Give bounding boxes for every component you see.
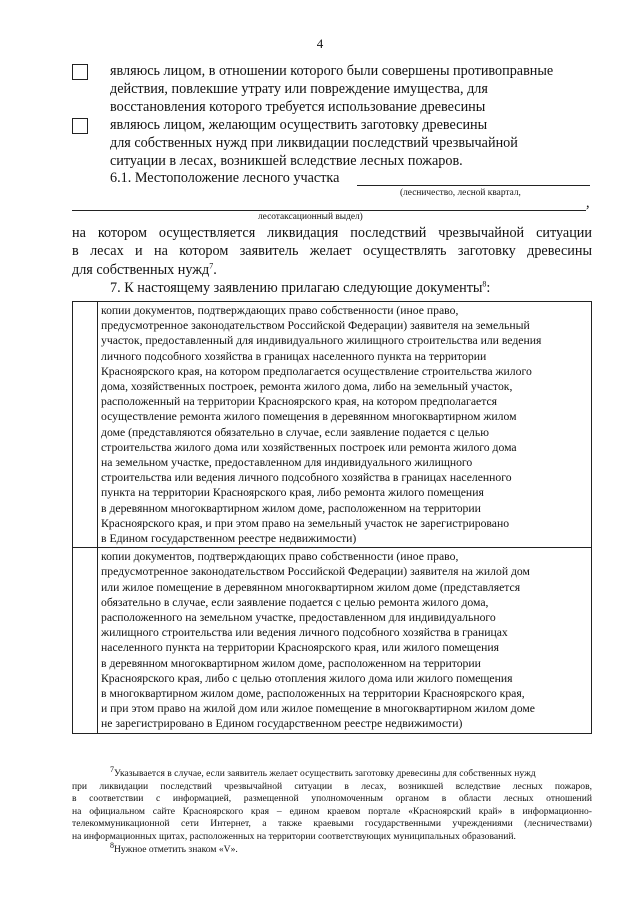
table-row <box>73 302 592 548</box>
footnotes: $^7$Указывается в случае, если заявитель желает осуществить заготовку древесины для собственных нужд при ликвидации последствий чрезвычайной ситуации в лесах, возникшей вследствие лесных пожаров, в соответствии с информацией, размещенной уполномоченным органом в области лесных отношений на официальном сайте Красноярского края – едином краевом портале «Красноярский край» в информационно- телекоммуникационной сети Интернет, а также краевыми государственными учреждениями (лесничествами) на информационных щитах, расположенных на территории соответствующих муниципальных образований. $^8$Нужное отметить знаком «V». <box>72 764 592 855</box>
document-mark-cell[interactable] <box>73 548 98 733</box>
location-field-line-2[interactable] <box>72 210 586 211</box>
location-caption-1: (лесничество, лесной квартал, <box>400 188 521 198</box>
documents-table <box>72 301 592 734</box>
checkbox[interactable] <box>72 118 88 134</box>
checkbox[interactable] <box>72 64 88 80</box>
section-6-1-text: на котором осуществляется ликвидация последствий чрезвычайной ситуации в лесах и на котором заявитель желает осуществлять заготовку древесины для собственных нужд$^7$. <box>72 225 592 278</box>
footnote-8: $^8$Нужное отметить знаком «V». <box>110 840 238 855</box>
page-number: 4 <box>316 36 324 51</box>
footnote-ref-7: 7 <box>209 261 214 271</box>
footnote-7: $^7$Указывается в случае, если заявитель желает осуществить заготовку древесины для собственных нужд <box>110 764 536 779</box>
footnote-ref-8: 8 <box>482 279 487 289</box>
section-7-label: 7. К настоящему заявлению прилагаю следующие документы$^8$: <box>110 279 491 296</box>
checkbox-option-text: являюсь лицом, желающим осуществить заготовку древесины для собственных нужд при ликвидации последствий чрезвычайной ситуации в лесах, возникшей вследствие лесных пожаров. <box>110 117 518 170</box>
checkbox-option-emergency-harvest[interactable] <box>72 116 592 171</box>
table-row <box>73 548 592 733</box>
document-description: копии документов, подтверждающих право собственности (иное право, предусмотренное законодательством Российской Федерации) заявителя на жилой дом или жилое помещение в деревянном многоквартирном жилом доме (представляется обязательно в случае, если заявление подается с целью ремонта жилого дома, расположенного на земельном участке, предоставленном для индивидуального жилищного строительства или ведения личного подсобного хозяйства в границах населенного пункта на территории Красноярского края, или жилого помещения в деревянном многоквартирном жилом доме, расположенном на территории Красноярского края, либо с целью отопления жилого дома или жилого помещения в многоквартирном жилом доме, расположенных на территории Красноярского края, и при этом право на жилой дом или жилое помещение в многоквартирном жилом доме не зарегистрировано в Едином государственном реестре недвижимости) <box>98 548 592 733</box>
document-description: копии документов, подтверждающих право собственности (иное право, предусмотренное законодательством Российской Федерации) заявителя на земельный участок, предоставленный для индивидуального жилищного строительства или ведения личного подсобного хозяйства в границах населенного пункта на территории Красноярского края, на котором предполагается осуществление строительства жилого дома, хозяйственных построек, ремонта жилого дома, либо на земельный участок, расположенный на территории Красноярского края, на котором предполагается осуществление ремонта жилого помещения в деревянном многоквартирном жилом доме (представляются обязательно в случае, если заявление подается с целью строительства жилого дома или хозяйственных построек или ремонта жилого дома на земельном участке, предоставленном для индивидуального жилищного строительства или ведения личного подсобного хозяйства в границах населенного пункта на территории Красноярского края, либо ремонта жилого помещения в деревянном многоквартирном жилом доме, расположенном на территории Красноярского края, и при этом право на земельный участок не зарегистрировано в Едином государственном реестре недвижимости) <box>98 302 592 548</box>
checkbox-option-victim[interactable] <box>72 62 592 117</box>
checkbox-option-text: являюсь лицом, в отношении которого были совершены противоправные действия, повлекшие утрату или повреждение имущества, для восстановления которого требуется использование древесины <box>110 63 554 116</box>
section-6-1-last-line: для собственных нужд <box>72 261 210 278</box>
document-mark-cell[interactable] <box>73 302 98 548</box>
location-trailing-comma: , <box>586 195 590 211</box>
location-field-line-1[interactable] <box>357 185 590 186</box>
location-caption-2: лесотаксационный выдел) <box>258 212 363 222</box>
section-6-1-label: 6.1. Местоположение лесного участка <box>110 170 340 186</box>
